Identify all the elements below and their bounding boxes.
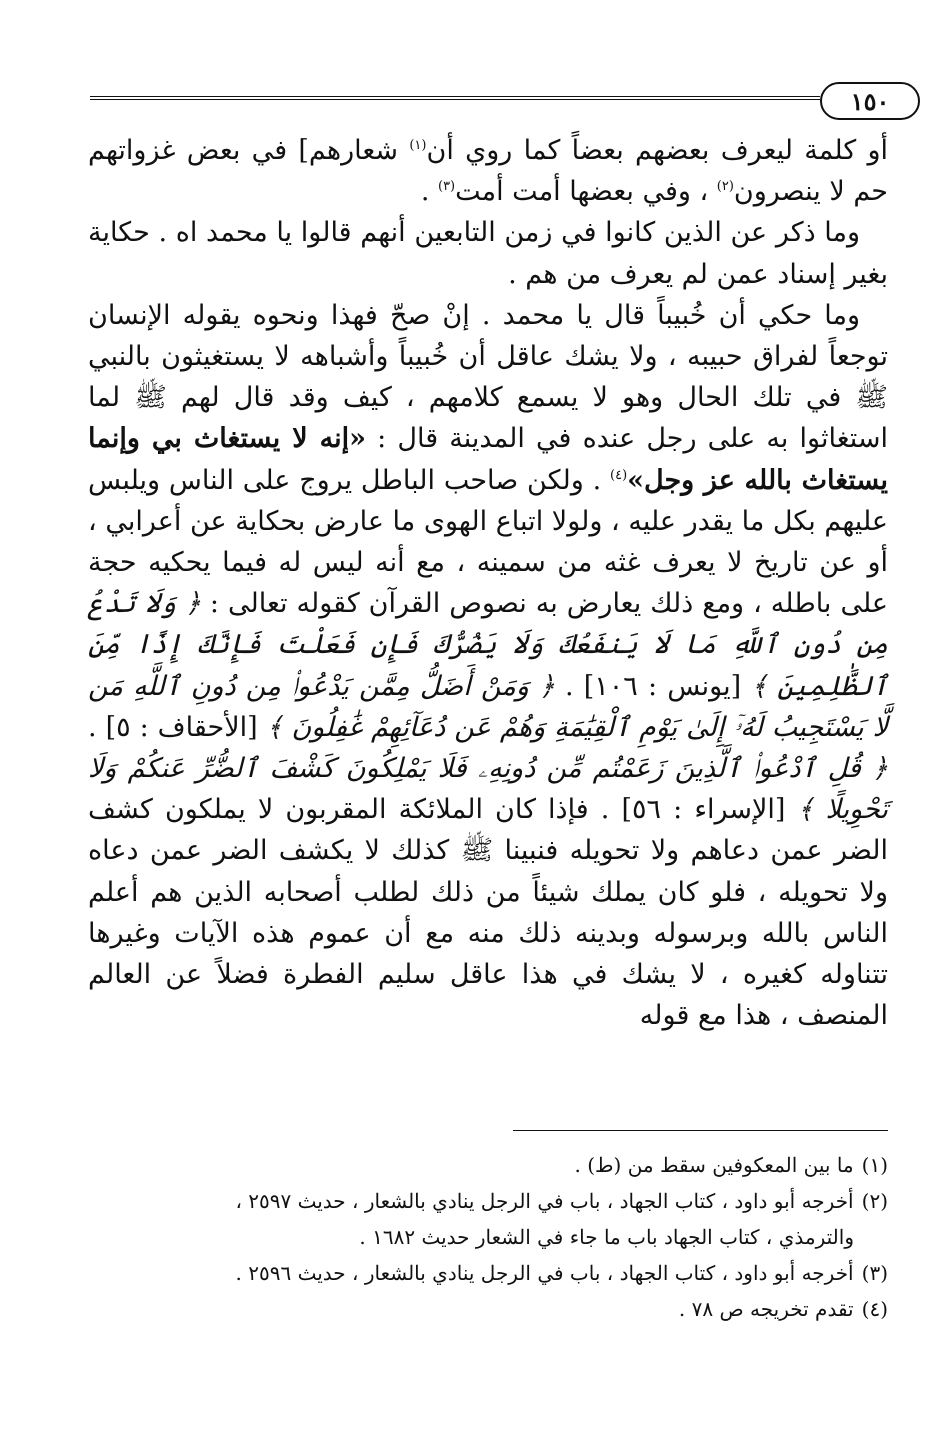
footnote-ref: (١) bbox=[409, 138, 427, 153]
main-text bbox=[88, 130, 888, 1036]
text-run: [الإسراء : ٥٦] . فإذا كان الملائكة المقربون لا يملكون كشف الضر عمن دعاهم ولا تحويله فنبينا ﷺ كذلك لا يكشف الضر عمن دعاه ولا تحويله ، فلو كان يملك شيئاً من ذلك لطلب أصحابه الذين هم أعلم الناس بالله وبرسوله وبدينه ذلك منه مع أن عموم هذه الآيات وغيرها تتناوله كغيره ، لا يشك في هذا عاقل سليم الفطرة فضلاً عن العالم المنصف ، هذا مع قوله bbox=[88, 794, 888, 1032]
text-run: . ولكن صاحب الباطل يروج على الناس ويلبس عليهم بكل ما يقدر عليه ، ولولا اتباع الهوى ما عارض بحكاية عن أعرابي ، أو عن تاريخ لا يعرف غثه من سمينه ، مع أنه ليس له فيما يحكيه حجة على باطله ، ومع ذلك يعارض به نصوص القرآن كقوله تعالى : bbox=[88, 464, 888, 620]
text-run: شعارهم] في بعض غزواتهم حم لا ينصرون bbox=[88, 135, 888, 208]
footnote bbox=[88, 1183, 888, 1255]
text-run: وما ذكر عن الذين كانوا في زمن التابعين أنهم قالوا يا محمد اه . حكاية بغير إسناد عمن لم يعرف من هم . bbox=[88, 217, 888, 290]
quran-verse: ﴿ وَمَنْ أَضَلُّ مِمَّن يَدْعُوا۟ مِن دُونِ ٱللَّهِ مَن لَّا يَسْتَجِيبُ لَهُۥٓ إِلَىٰ يَوْمِ ٱلْقِيَٰمَةِ وَهُمْ عَن دُعَآئِهِمْ غَٰفِلُونَ ﴾ bbox=[88, 670, 889, 743]
footnote bbox=[88, 1147, 888, 1183]
paragraph bbox=[88, 130, 888, 212]
text-run: وما حكي أن خُبيباً قال يا محمد . إنْ صحّ فهذا ونحوه يقوله الإنسان توجعاً لفراق حبيبه ، ولا يشك عاقل أن خُبيباً وأشباهه لا يستغيثون بالنبي ﷺ في تلك الحال وهو لا يسمع كلامهم ، كيف وقد قال لهم ﷺ لما استغاثوا به على رجل عنده في المدينة قال : bbox=[88, 299, 888, 455]
quran-verse: ﴿ قُلِ ٱدْعُوا۟ ٱلَّذِينَ زَعَمْتُم مِّن دُونِهِۦ فَلَا يَمْلِكُونَ كَشْفَ ٱلضُّرِّ عَنكُمْ وَلَا تَحْوِيلًا ﴾ bbox=[88, 753, 888, 826]
footnote-number: (١) bbox=[861, 1153, 888, 1177]
text-run: . bbox=[420, 176, 438, 208]
text-run: [الأحقاف : ٥] . bbox=[88, 711, 267, 743]
footnotes bbox=[88, 1147, 888, 1327]
footnote-continuation: والترمذي ، كتاب الجهاد باب ما جاء في الشعار حديث ١٦٨٢ . bbox=[359, 1225, 854, 1249]
quran-verse: ﴿ وَلَا تَدْعُ مِن دُونِ ٱللَّهِ مَا لَا يَنفَعُكَ وَلَا يَضُرُّكَ فَإِن فَعَلْتَ فَإِنَّكَ إِذًا مِّنَ ٱلظَّٰلِمِينَ ﴾ bbox=[88, 588, 889, 702]
hadith-quote: «إنه لا يستغاث بي وإنما يستغاث بالله عز وجل» bbox=[88, 423, 888, 496]
text-run: ، وفي بعضها أمت أمت bbox=[455, 176, 717, 208]
header-rule bbox=[90, 96, 820, 100]
text-run: أو كلمة ليعرف بعضهم بعضاً كما روي أن bbox=[426, 135, 889, 166]
footnote-text: أخرجه أبو داود ، كتاب الجهاد ، باب في الرجل ينادي بالشعار ، حديث ٢٥٩٦ . bbox=[235, 1261, 854, 1285]
footnote-ref: (٢) bbox=[716, 179, 734, 195]
footnote-text: أخرجه أبو داود ، كتاب الجهاد ، باب في الرجل ينادي بالشعار ، حديث ٢٥٩٧ ، bbox=[235, 1189, 854, 1213]
paragraph bbox=[88, 212, 888, 294]
footnote-text: ما بين المعكوفين سقط من (ط) . bbox=[574, 1153, 854, 1177]
footnote-separator bbox=[513, 1130, 888, 1131]
page-header bbox=[90, 82, 920, 122]
text-run: [يونس : ١٠٦] . bbox=[554, 670, 752, 702]
page-number: ١٥٠ bbox=[820, 82, 920, 120]
footnote-ref: (٣) bbox=[437, 179, 456, 195]
footnote-number: (٤) bbox=[861, 1297, 888, 1321]
footnote-number: (٣) bbox=[861, 1261, 888, 1285]
footnote bbox=[88, 1291, 888, 1327]
footnote-text: تقدم تخريجه ص ٧٨ . bbox=[678, 1297, 854, 1321]
paragraph bbox=[88, 295, 888, 1037]
footnote bbox=[88, 1255, 888, 1291]
footnote-number: (٢) bbox=[861, 1189, 888, 1213]
footnote-ref: (٤) bbox=[610, 467, 628, 483]
